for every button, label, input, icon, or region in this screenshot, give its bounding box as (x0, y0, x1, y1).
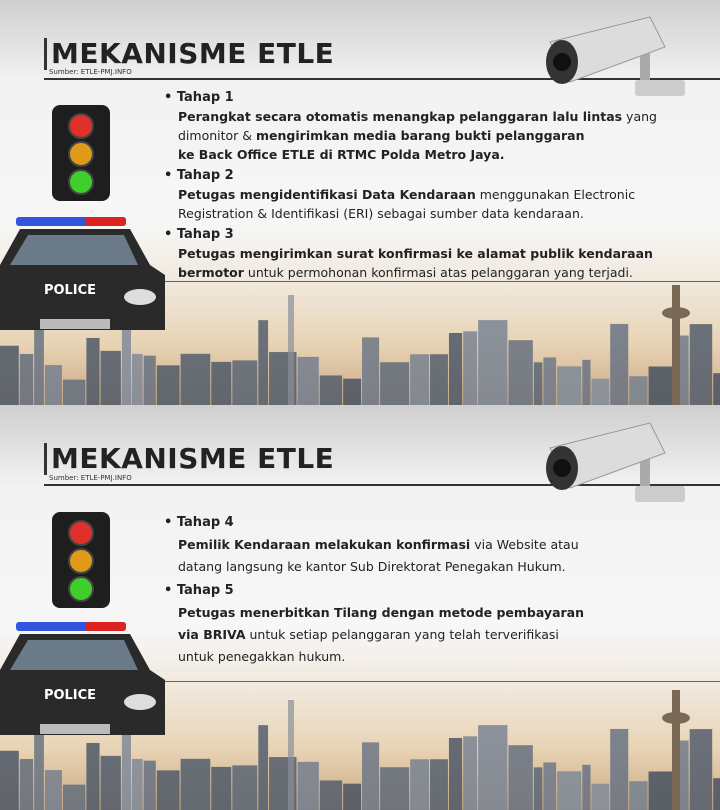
step-text-segment: Petugas mengidentifikasi Data Kendaraan (178, 187, 476, 202)
source-label: Sumber: ETLE-PMJ.INFO (49, 68, 132, 76)
step-text-line (164, 646, 584, 668)
police-car-icon (0, 215, 168, 340)
step-text-line (164, 534, 584, 556)
step-text-segment: datang langsung ke kantor Sub Direktorat Penegakan Hukum. (178, 559, 566, 574)
step-item (164, 225, 657, 282)
step-text-segment: via Website atau (470, 537, 579, 552)
step-text-segment: Pemilik Kendaraan melakukan konfirmasi (178, 537, 471, 552)
cctv-camera-icon (540, 418, 690, 513)
source-label: Sumber: ETLE-PMJ.INFO (49, 474, 132, 482)
step-heading: • Tahap 3 (164, 225, 657, 244)
step-text-segment: untuk setiap pelanggaran yang telah terverifikasi (245, 627, 559, 642)
step-item (164, 580, 584, 668)
step-item (164, 512, 584, 578)
step-heading: • Tahap 5 (164, 580, 584, 602)
step-text-segment: Registration & Identifikasi (ERI) sebagai sumber data kendaraan. (178, 206, 584, 221)
police-label: POLICE (43, 283, 97, 298)
step-item (164, 88, 657, 164)
traffic-light-icon (52, 512, 110, 608)
step-text-line (164, 185, 657, 204)
step-text-line (164, 556, 584, 578)
step-text-line (164, 263, 657, 282)
step-text-segment: Petugas mengirimkan surat konfirmasi ke alamat publik kendaraan (178, 246, 653, 261)
content-divider (160, 681, 720, 682)
step-text-segment: mengirimkan media barang bukti pelanggaran (256, 128, 585, 143)
step-text-segment: menggunakan Electronic (475, 187, 636, 202)
step-heading: • Tahap 2 (164, 166, 657, 185)
step-text-line (164, 602, 584, 624)
step-heading: • Tahap 4 (164, 512, 584, 534)
step-text-line (164, 107, 657, 126)
traffic-light-icon (52, 105, 110, 201)
step-text-line (164, 244, 657, 263)
step-text-segment: untuk penegakkan hukum. (178, 649, 346, 664)
step-item (164, 166, 657, 223)
police-label: POLICE (43, 688, 97, 703)
step-text-segment: untuk permohonan konfirmasi atas pelanggaran yang terjadi. (243, 265, 633, 280)
step-text-segment: yang (622, 109, 657, 124)
step-heading: • Tahap 1 (164, 88, 657, 107)
step-text-segment: bermotor (178, 265, 244, 280)
step-text-segment: ke Back Office ETLE di RTMC Polda Metro Jaya. (178, 147, 505, 162)
panel-title: MEKANISME ETLE (44, 38, 334, 70)
steps-list (164, 510, 584, 668)
steps-list (164, 86, 657, 282)
step-text-line (164, 126, 657, 145)
step-text-segment: dimonitor & (178, 128, 257, 143)
step-text-line (164, 624, 584, 646)
step-text-segment: Perangkat secara otomatis menangkap pelanggaran lalu lintas (178, 109, 623, 124)
panel-title: MEKANISME ETLE (44, 443, 334, 475)
step-text-segment: via BRIVA (178, 627, 246, 642)
step-text-line (164, 204, 657, 223)
step-text-segment: Petugas menerbitkan Tilang dengan metode pembayaran (178, 605, 584, 620)
step-text-line (164, 145, 657, 164)
police-car-icon (0, 620, 168, 745)
etle-panel-2 (0, 405, 720, 810)
